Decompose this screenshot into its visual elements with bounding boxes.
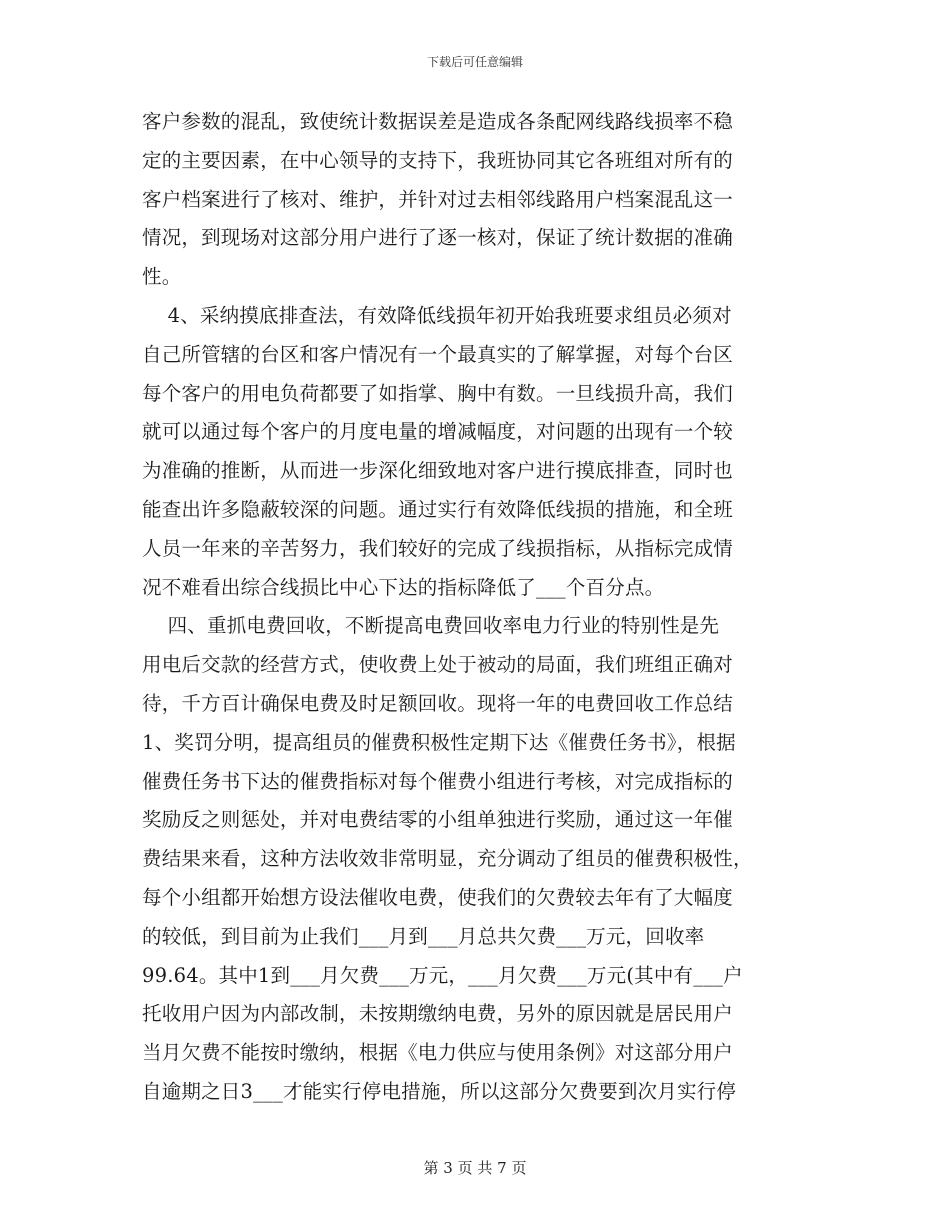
text-line: 况不难看出综合线损比中心下达的指标降低了___个百分点。: [142, 575, 665, 599]
text-line: 用电后交款的经营方式，使收费上处于被动的局面，我们班组正确对: [142, 653, 734, 677]
text-line: 自逾期之日3___才能实行停电措施，所以这部分欠费要到次月实行停: [142, 1079, 737, 1103]
text-line: 人员一年来的辛苦努力，我们较好的完成了线损指标，从指标完成情: [142, 536, 734, 560]
text-line: 催费任务书下达的催费指标对每个催费小组进行考核，对完成指标的: [142, 769, 734, 793]
text-line: 客户参数的混乱，致使统计数据误差是造成各条配网线路线损率不稳: [142, 110, 734, 133]
text-line: 定的主要因素，在中心领导的支持下，我班协同其它各班组对所有的: [142, 148, 734, 172]
text-line: 情况，到现场对这部分用户进行了逐一核对，保证了统计数据的准确: [142, 226, 734, 250]
text-line: 为准确的推断，从而进一步深化细致地对客户进行摸底排查，同时也: [142, 459, 734, 483]
text-line: 每个小组都开始想方设法催收电费，使我们的欠费较去年有了大幅度: [142, 885, 734, 909]
text-line: 每个客户的用电负荷都要了如指掌、胸中有数。一旦线损升高，我们: [142, 381, 734, 405]
text-line: 当月欠费不能按时缴纳，根据《电力供应与使用条例》对这部分用户: [142, 1041, 734, 1065]
text-line: 四、重抓电费回收，不断提高电费回收率电力行业的特别性是先: [142, 614, 720, 638]
page-number-footer: 第 3 页 共 7 页: [423, 1159, 527, 1177]
document-body: [142, 103, 810, 1112]
text-line: 的较低，到目前为止我们___月到___月总共欠费___万元，回收率: [142, 924, 705, 948]
text-line: 费结果来看，这种方法收效非常明显，充分调动了组员的催费积极性，: [142, 847, 753, 871]
text-line: 4、采纳摸底排查法，有效降低线损年初开始我班要求组员必须对: [142, 303, 732, 327]
text-line: 托收用户因为内部改制，未按期缴纳电费，另外的原因就是居民用户: [142, 1002, 734, 1026]
text-line: 99.64。其中1到___月欠费___万元，___月欠费___万元(其中有___户: [142, 963, 743, 987]
text-line: 奖励反之则惩处，并对电费结零的小组单独进行奖励，通过这一年催: [142, 808, 734, 832]
text-line: 待，千方百计确保电费及时足额回收。现将一年的电费回收工作总结: [142, 691, 734, 715]
text-line: 1、奖罚分明，提高组员的催费积极性定期下达《催费任务书》，根据: [142, 730, 736, 754]
text-line: 就可以通过每个客户的月度电量的增减幅度，对问题的出现有一个较: [142, 420, 734, 444]
page-header-note: 下载后可任意编辑: [426, 55, 523, 69]
text-line: 能查出许多隐蔽较深的问题。通过实行有效降低线损的措施，和全班: [142, 497, 734, 521]
text-line: 自己所管辖的台区和客户情况有一个最真实的了解掌握，对每个台区: [142, 342, 734, 366]
text-line: 客户档案进行了核对、维护，并针对过去相邻线路用户档案混乱这一: [142, 187, 734, 211]
text-line: 性。: [142, 265, 182, 289]
